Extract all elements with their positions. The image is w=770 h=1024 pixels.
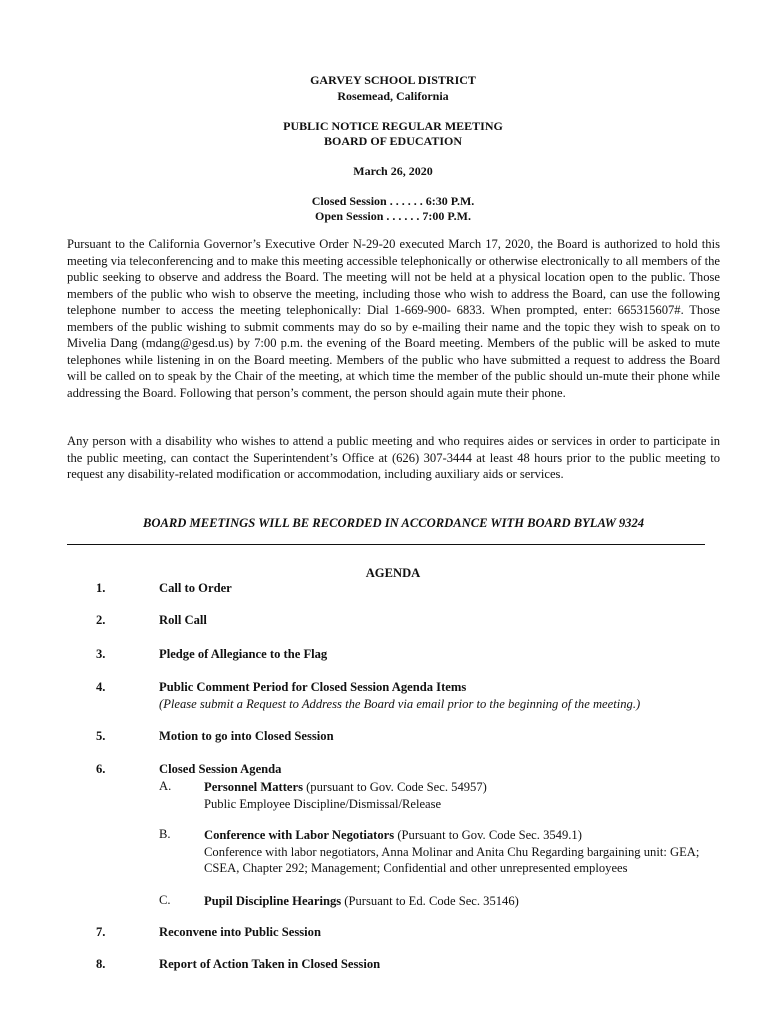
agenda-item-title: Public Comment Period for Closed Session Agenda Items [159, 680, 467, 694]
district-name: GARVEY SCHOOL DISTRICT [310, 73, 476, 87]
agenda-item-note: (Please submit a Request to Address the Board via email prior to the beginning of the meeting.) [159, 697, 641, 711]
board-title: BOARD OF EDUCATION [323, 134, 462, 148]
closed-session-time: Closed Session . . . . . . 6:30 P.M. [311, 194, 475, 208]
agenda-item-number: 7. [96, 925, 106, 939]
agenda-item-number: 3. [96, 647, 106, 661]
agenda-item-number: 2. [96, 613, 106, 627]
notice-title: PUBLIC NOTICE REGULAR MEETING [283, 119, 503, 133]
agenda-item-number: 5. [96, 729, 106, 743]
agenda-item-title: Call to Order [159, 581, 232, 595]
agenda-item-title: Motion to go into Closed Session [159, 729, 334, 743]
subitem-body [204, 827, 724, 877]
agenda-item-title: Pledge of Allegiance to the Flag [159, 647, 328, 661]
agenda-item-number: 6. [96, 762, 106, 776]
subitem-reference: (pursuant to Gov. Code Sec. 54957) [302, 780, 487, 794]
subitem-letter: C. [159, 893, 171, 907]
executive-order-paragraph: Pursuant to the California Governor’s Executive Order N-29-20 executed March 17, 2020, the Board is authorized to hold this meeting via teleconferencing and to make this meeting accessible telephonically or otherwise electronically to all members of the public seeking to observe and address the Board. The meeting will not be held at a physical location open to the public. Those members of the public who wish to observe the meeting, including those who wish to address the Board, can use the following telephone number to access the meeting telephonically: Dial 1-669-900- 6833. When prompted, enter: 665315607#. Those members of the public wishing to submit comments may do so by e-mailing their name and the topic they wish to speak on to Mivelia Dang (mdang@gesd.us) by 7:00 p.m. the evening of the Board meeting. Members of the public will be asked to mute telephones while listening in on the Board meeting. Members of the public who have submitted a request to address the Board will be called on to speak by the Chair of the meeting, at which time the member of the public should un-mute their phone while addressing the Board. Following that person’s comment, the person should again mute their phone. [67, 237, 720, 400]
agenda-item-number: 8. [96, 957, 106, 971]
subitem-detail: Conference with labor negotiators, Anna Molinar and Anita Chu Regarding bargaining unit: GEA; CSEA, Chapter 292; Management; Confidential and other unrepresented employees [204, 844, 700, 875]
agenda-item-title: Report of Action Taken in Closed Session [159, 957, 381, 971]
subitem-title: Personnel Matters [204, 780, 303, 794]
subitem-letter: B. [159, 827, 171, 841]
divider-rule [67, 544, 705, 545]
subitem-reference: (Pursuant to Ed. Code Sec. 35146) [341, 894, 519, 908]
agenda-item-title: Closed Session Agenda [159, 762, 282, 776]
agenda-item-title: Roll Call [159, 613, 207, 627]
subitem-reference: (Pursuant to Gov. Code Sec. 3549.1) [394, 828, 582, 842]
subitem-title: Pupil Discipline Hearings [204, 894, 342, 908]
subitem-title: Conference with Labor Negotiators [204, 828, 395, 842]
subitem-detail: Public Employee Discipline/Dismissal/Release [204, 796, 442, 811]
district-city: Rosemead, California [337, 89, 449, 103]
subitem-letter: A. [159, 779, 172, 793]
meeting-date: March 26, 2020 [353, 164, 433, 178]
recording-banner: BOARD MEETINGS WILL BE RECORDED IN ACCORDANCE WITH BOARD BYLAW 9324 [142, 516, 645, 530]
subitem-body [204, 893, 724, 910]
open-session-time: Open Session . . . . . . 7:00 P.M. [315, 209, 471, 223]
agenda-item-number: 4. [96, 680, 106, 694]
subitem-body [204, 779, 724, 812]
agenda-item-title: Reconvene into Public Session [159, 925, 321, 939]
agenda-item-number: 1. [96, 581, 106, 595]
agenda-title: AGENDA [365, 566, 421, 580]
disability-paragraph: Any person with a disability who wishes to attend a public meeting and who requires aides or services in order to participate in the public meeting, can contact the Superintendent’s Office at (626) 307-3444 at least 48 hours prior to the public meeting to request any disability-related modification or accommodation, including auxiliary aids or services. [67, 434, 720, 481]
